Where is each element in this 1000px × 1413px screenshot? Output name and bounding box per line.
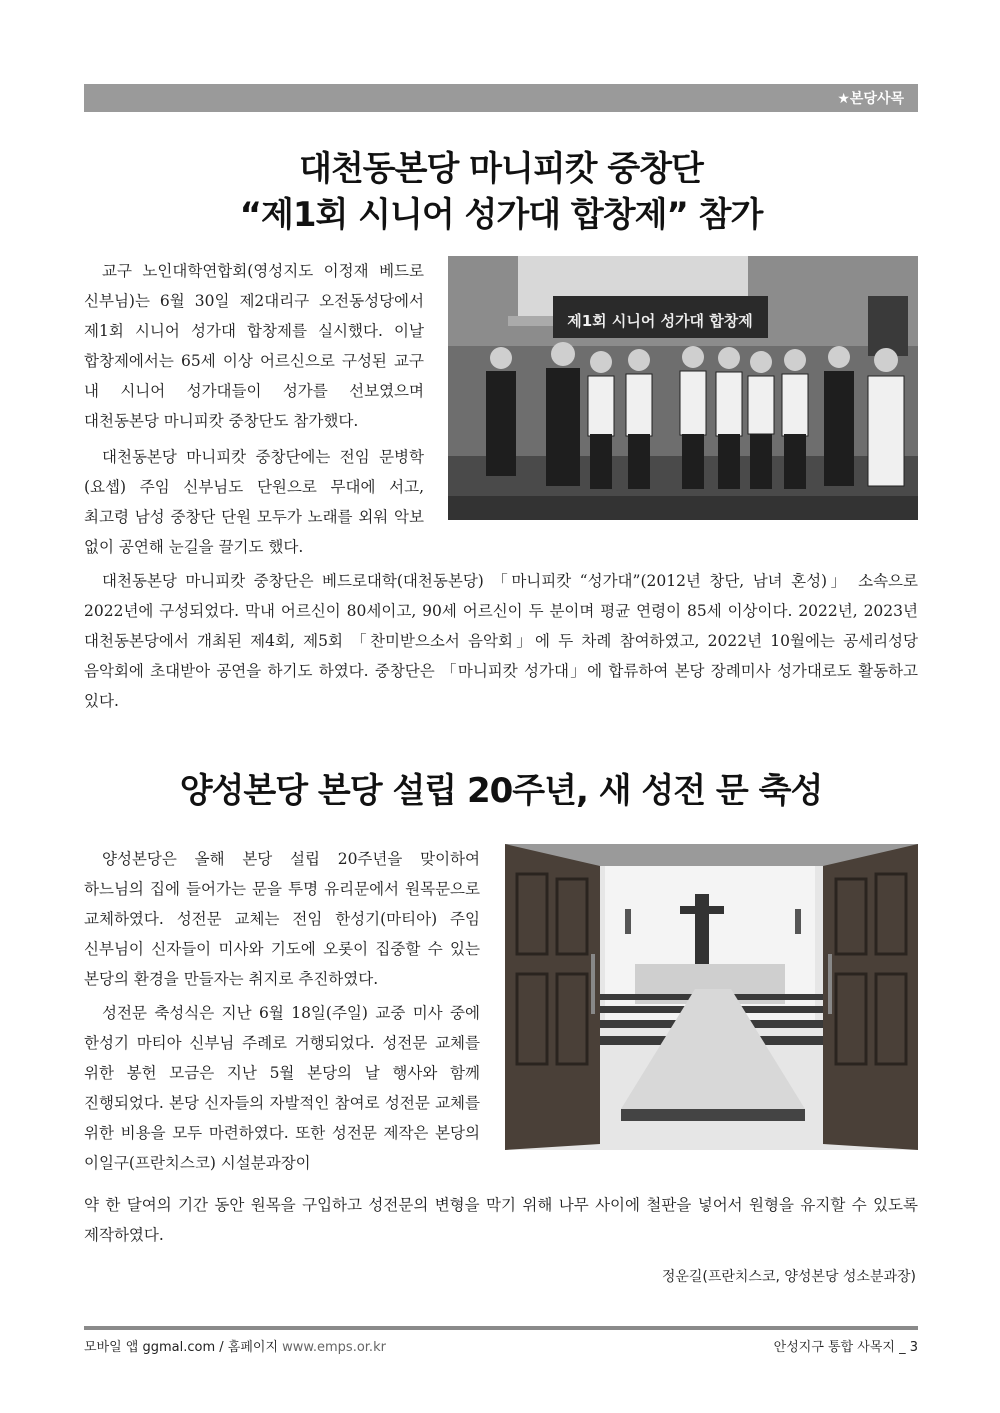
church-door-photo [505, 844, 918, 1150]
footer-app-label: 모바일 앱 ggmal.com / 홈페이지 [84, 1340, 279, 1355]
banner-text: 제1회 시니어 성가대 합창제 [567, 312, 753, 330]
article2-paragraph-2: 성전문 축성식은 지난 6월 18일(주일) 교중 미사 중에 한성기 마티아 신부님 주례로 거행되었다. 성전문 교체를 위한 봉헌 모금은 지난 5월 본당의 날 행사와 함께 진행되었다. 본당 신자들의 자발적인 참여로 성전문 교체를 위한 비용을 모두 마련하였다. 또한 성전문 제작은 본당의 이일구(프란치스코) 시설분과장이 [84, 1004, 480, 1172]
article1-title-line1: 대천동본당 마니피캇 중창단 [299, 149, 703, 189]
article1-paragraph-1: 교구 노인대학연합회(영성지도 이정재 베드로 신부님)는 6월 30일 제2대리구 오전동성당에서 제1회 시니어 성가대 합창제를 실시했다. 이날 합창제에서는 65세 이상 어르신으로 구성된 교구 내 시니어 성가대들이 성가를 선보였으며 대천동본당 마니피캇 중창단도 참가했다. [84, 262, 424, 430]
article2-paragraph-1: 양성본당은 올해 본당 설립 20주년을 맞이하여 하느님의 집에 들어가는 문을 투명 유리문에서 원목문으로 교체하였다. 성전문 교체는 전임 한성기(마티아) 주임 신부님이 신자들이 미사와 기도에 오롯이 집중할 수 있는 본당의 환경을 만들자는 취지로 추진하였다. [84, 850, 480, 988]
choir-group-photo [448, 256, 918, 520]
footer-homepage-link[interactable]: www.emps.or.kr [282, 1340, 386, 1355]
choir-photo-illustration [448, 256, 918, 520]
footer-page-number: 안성지구 통합 사목지 _ 3 [773, 1340, 918, 1355]
article1-title-line2: “제1회 시니어 성가대 합창제” 참가 [239, 195, 763, 235]
article1-paragraph-2: 대천동본당 마니피캇 중창단에는 전임 문병학(요셉) 주임 신부님도 단원으로 무대에 서고, 최고령 남성 중창단 단원 모두가 노래를 외워 악보 없이 공연해 눈길을 끌기도 했다. [84, 448, 424, 556]
article2-byline: 정운길(프란치스코, 양성본당 성소분과장) [661, 1269, 916, 1285]
article2-title: 양성본당 본당 설립 20주년, 새 성전 문 축성 [179, 771, 823, 811]
article1-paragraph-3: 대천동본당 마니피캇 중창단은 베드로대학(대천동본당) 「마니피캇 “성가대”(2012년 창단, 남녀 혼성)」 소속으로 2022년에 구성되었다. 막내 어르신이 80세이고, 90세 어르신이 두 분이며 평균 연령이 85세 이상이다. 2022년, 2023년 대천동본당에서 개최된 제4회, 제5회 「찬미받으소서 음악회」에 두 차례 참여하였고, 2022년 10월에는 공세리성당 음악회에 초대받아 공연을 하기도 하였다. 중창단은 「마니피캇 성가대」에 합류하여 본당 장례미사 성가대로도 활동하고 있다. [84, 572, 918, 710]
footer-rule [84, 1326, 918, 1330]
footer-contact [84, 1336, 386, 1355]
section-label: ★본당사목 [837, 91, 904, 107]
article2-paragraph-3: 약 한 달여의 기간 동안 원목을 구입하고 성전문의 변형을 막기 위해 나무 사이에 철판을 넣어서 원형을 유지할 수 있도록 제작하였다. [84, 1196, 918, 1244]
section-header-bar [84, 84, 918, 112]
church-door-illustration [505, 844, 918, 1150]
